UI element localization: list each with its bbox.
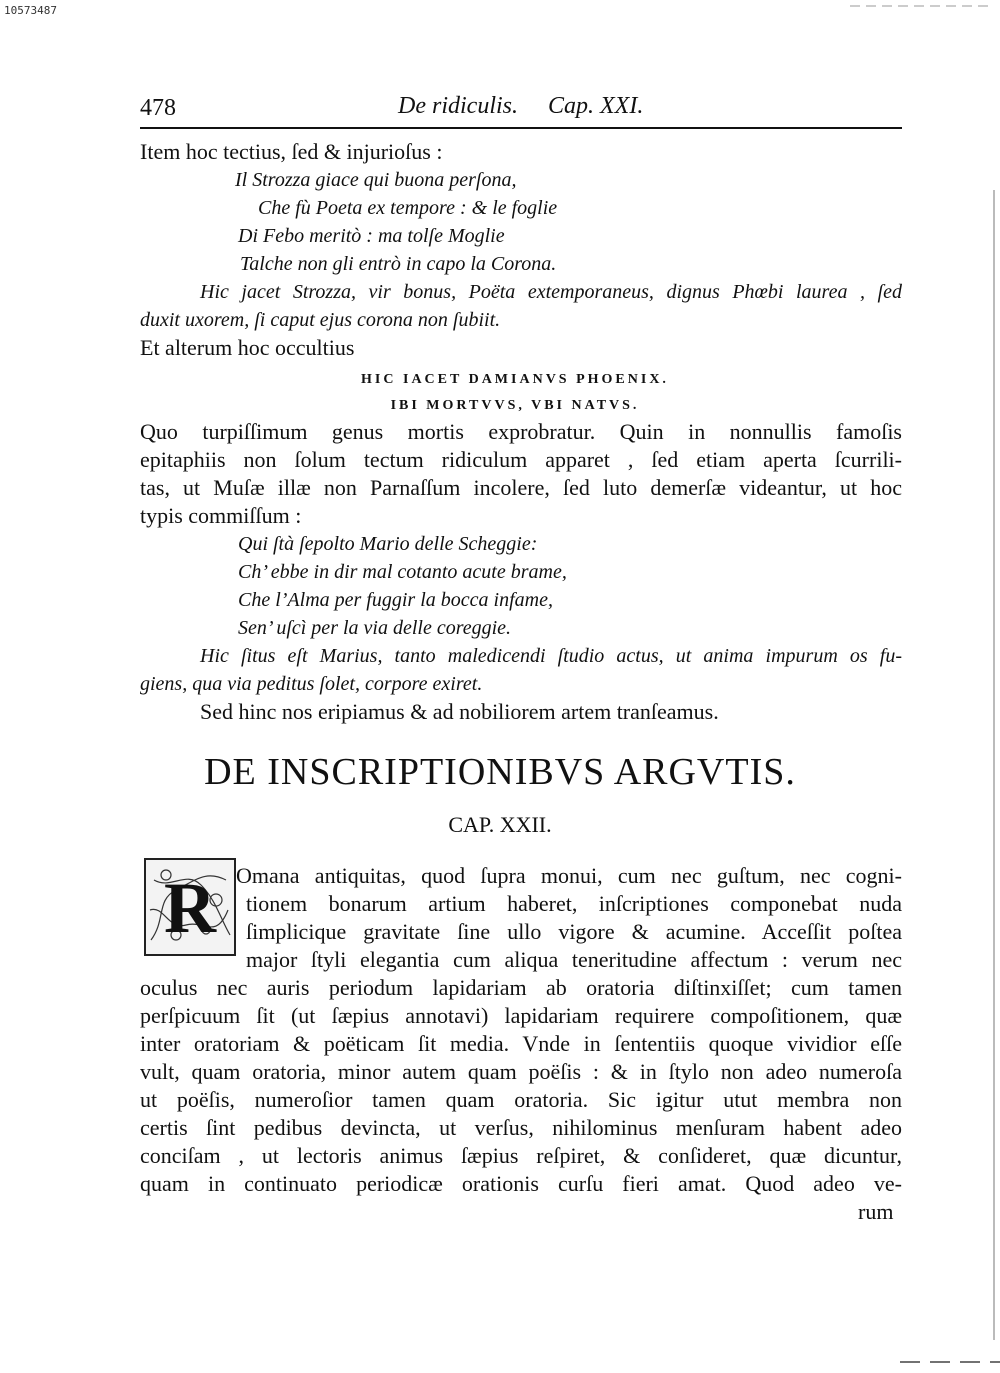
text-line: Sed hinc nos eripiamus & ad nobiliorem artem tranſeamus.	[200, 699, 719, 724]
verse-line: Che fù Poeta ex tempore : & le foglie	[258, 197, 558, 219]
text-line: Item hoc tectius, ſed & injurioſus :	[140, 139, 443, 164]
text-line: inter oratoriam & poëticam ſit media. Vnde in ſententiis quoque vividior eſſe	[140, 1031, 902, 1056]
chapter-heading: CAP. XXII.	[448, 812, 552, 837]
translation-line: Hic jacet Strozza, vir bonus, Poëta extemporaneus, dignus Phœbi laurea , ſed	[200, 281, 902, 303]
page-number: 478	[140, 95, 176, 121]
initial-letter: R	[164, 868, 216, 948]
verse-line: Qui ſtà ſepolto Mario delle Scheggie:	[238, 533, 538, 555]
foliage-ornament-icon	[146, 860, 234, 954]
running-chapter: Cap. XXI.	[548, 93, 644, 119]
text-line: major ſtyli elegantia cum aliqua teneritudine affectum : verum nec	[246, 947, 902, 972]
catchword: rum	[858, 1199, 894, 1224]
verse-line: Ch’ ebbe in dir mal cotanto acute brame,	[238, 561, 567, 583]
scan-id: 10573487	[4, 4, 57, 17]
text-line: perſpicuum ſit (ut ſæpius annotavi) lapidariam requirere compoſitionem, quæ	[140, 1003, 902, 1028]
header-rule	[140, 127, 902, 129]
text-line: Omana antiquitas, quod ſupra monui, cum nec guſtum, nec cogni-	[236, 863, 902, 888]
text-line: tionem bonarum artium haberet, inſcriptiones componebat nuda	[246, 891, 902, 916]
verse-line: Il Strozza giace qui buona perſona,	[235, 169, 517, 191]
text-line: oculus nec auris periodum lapidariam ab oratoria diſtinxiſſet; cum tamen	[140, 975, 902, 1000]
text-line: tas, ut Muſæ illæ non Parnaſſum incolere, ſed luto demerſæ videantur, ut hoc	[140, 475, 902, 500]
verse-line: Di Febo meritò : ma tolſe Moglie	[238, 225, 505, 247]
epitaph-line: HIC IACET DAMIANVS PHOENIX.	[361, 372, 669, 387]
text-line: Quo turpiſſimum genus mortis exprobratur. Quin in nonnullis famoſis	[140, 419, 902, 444]
text-line: conciſam , ut lectoris animus ſæpius reſpiret, & conſideret, quæ dicuntur,	[140, 1143, 902, 1168]
verse-line: Talche non gli entrò in capo la Corona.	[240, 253, 557, 275]
decorated-initial	[144, 858, 236, 956]
running-title: De ridiculis.	[398, 93, 518, 119]
verse-line: Che l’Alma per fuggir la bocca infame,	[238, 589, 553, 611]
text-line: typis commiſſum :	[140, 503, 302, 528]
text-line: quam in continuato periodicæ orationis curſu fieri amat. Quod adeo ve-	[140, 1171, 902, 1196]
translation-line: giens, qua via peditus ſolet, corpore exiret.	[140, 673, 483, 695]
text-line: epitaphiis non ſolum tectum ridiculum apparet , ſed etiam aperta ſcurrili-	[140, 447, 902, 472]
text-line: vult, quam oratoria, minor autem quam poëſis : & in ſtylo non adeo numeroſa	[140, 1059, 902, 1084]
text-line: ut poëſis, numeroſior tamen quam oratoria. Sic igitur utut membra non	[140, 1087, 902, 1112]
text-line: certis ſint pedibus devincta, ut verſus, nihilominus menſuram habent adeo	[140, 1115, 902, 1140]
epitaph-line: IBI MORTVVS, VBI NATVS.	[390, 398, 640, 413]
translation-line: Hic ſitus eſt Marius, tanto maledicendi ſtudio actus, ut anima impurum os fu-	[200, 645, 902, 667]
section-title: DE INSCRIPTIONIBVS ARGVTIS.	[204, 751, 796, 793]
text-line: ſimplicique gravitate ſine ullo vigore & acumine. Acceſſit poſtea	[246, 919, 902, 944]
translation-line: duxit uxorem, ſi caput ejus corona non ſubiit.	[140, 309, 501, 331]
text-line: Et alterum hoc occultius	[140, 335, 355, 360]
verse-line: Sen’ uſcì per la via delle coreggie.	[238, 617, 512, 639]
